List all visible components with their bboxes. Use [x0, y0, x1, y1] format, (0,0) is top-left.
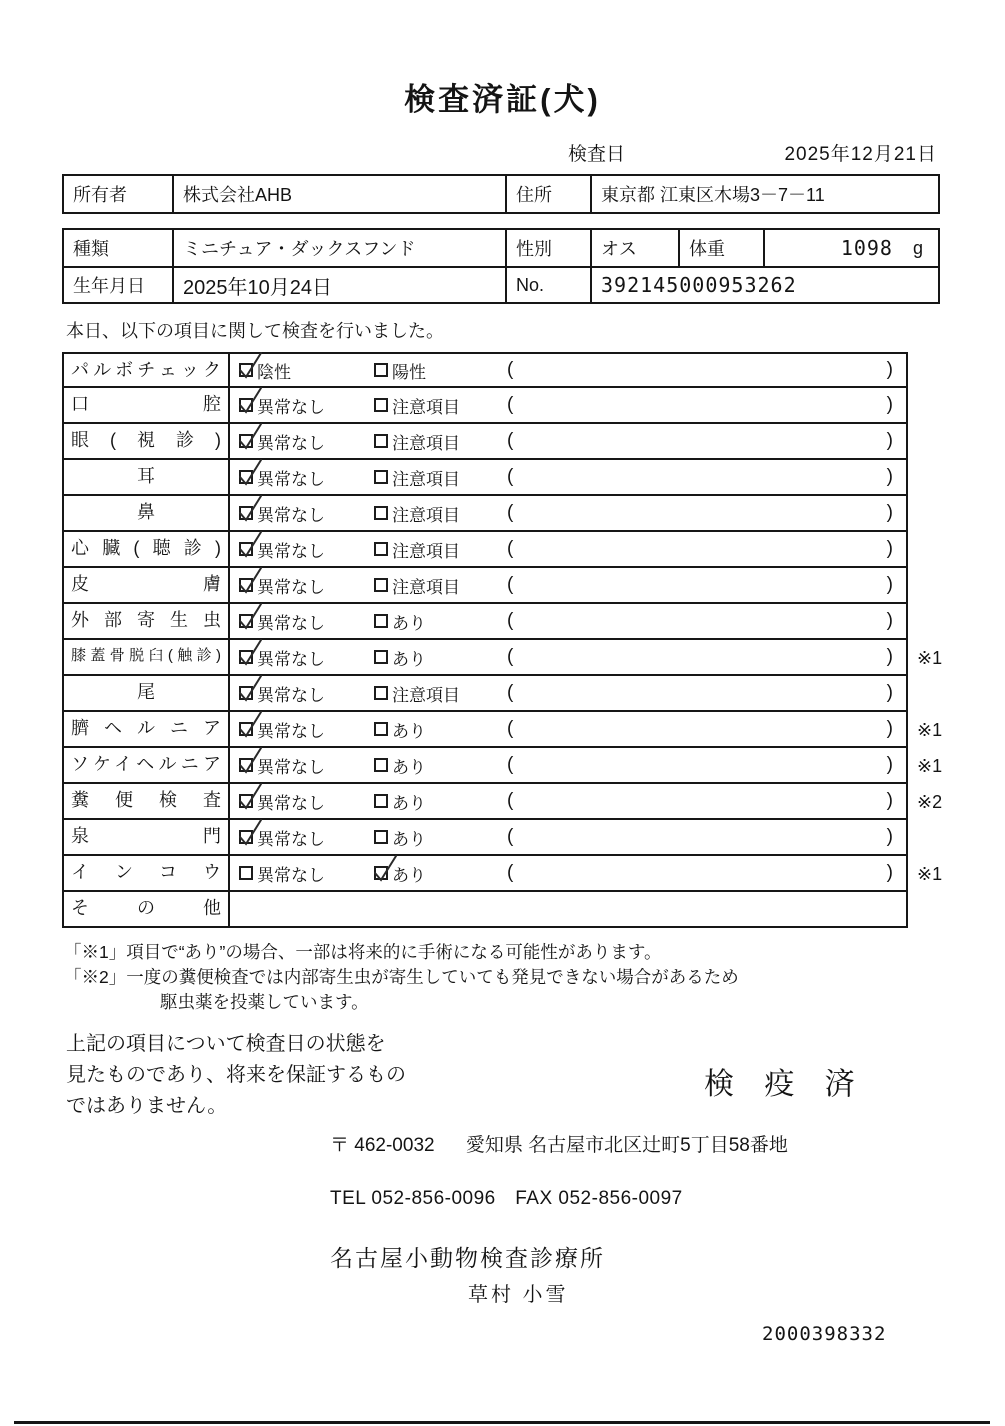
disclaimer-text: [66, 1029, 466, 1122]
inspection-item-label: 尾: [64, 676, 230, 710]
remarks-area: [507, 604, 906, 638]
inspection-item-label: その他: [64, 892, 230, 926]
option-2-label: あり: [392, 793, 426, 813]
paren-open: (: [507, 430, 514, 451]
inspection-date-line: [62, 139, 937, 166]
paren-close: ): [886, 862, 893, 883]
option-1-label: 異常なし: [257, 433, 325, 453]
option-2: [374, 429, 507, 454]
inspection-item-label: ソケイヘルニア: [64, 748, 230, 782]
checkbox-icon[interactable]: [239, 866, 253, 880]
option-2-label: あり: [392, 829, 426, 849]
option-2: [374, 358, 507, 383]
paren-close: ): [886, 826, 893, 847]
veterinarian-name: 草村 小雪: [468, 1284, 569, 1306]
option-1-label: 異常なし: [257, 613, 325, 633]
option-1: [239, 573, 374, 598]
option-2-label: あり: [392, 865, 426, 885]
option-2: [374, 753, 507, 778]
intro-text: 本日、以下の項目に関して検査を行いました。: [66, 321, 444, 341]
option-1-label: 異常なし: [257, 757, 325, 777]
row-note-marker: [908, 388, 968, 424]
checkbox-icon[interactable]: [374, 614, 388, 628]
option-2: [374, 609, 507, 634]
remarks-area: [507, 748, 906, 782]
document-title: 検査済証(犬): [404, 82, 601, 117]
option-2: [374, 861, 507, 886]
owner-value: 株式会社AHB: [172, 176, 505, 212]
checkbox-icon[interactable]: [374, 363, 388, 377]
option-2: [374, 501, 507, 526]
option-1-label: 異常なし: [257, 541, 325, 561]
remarks-area: [507, 424, 906, 458]
option-2-label: 注意項目: [392, 541, 460, 561]
remarks-area: [507, 820, 906, 854]
checkbox-icon[interactable]: [239, 614, 253, 628]
inspection-row: [62, 820, 1005, 856]
row-note-marker: [908, 532, 968, 568]
sex-value: オス: [590, 230, 678, 266]
option-2-label: 注意項目: [392, 577, 460, 597]
quarantine-stamp: 検 疫 済: [704, 1068, 866, 1101]
inspection-row: [62, 352, 1005, 388]
inspection-row: [62, 388, 1005, 424]
address-value: 東京都 江東区木場3－7－11: [590, 176, 938, 212]
inspection-table: [62, 352, 1005, 928]
paren-close: ): [886, 754, 893, 775]
option-2-label: 陽性: [392, 362, 426, 382]
checkbox-icon[interactable]: [239, 578, 253, 592]
checkbox-icon[interactable]: [239, 650, 253, 664]
row-note-marker: ※2: [917, 791, 943, 812]
breed-label: 種類: [73, 239, 109, 259]
footnote-2: 「※2」一度の糞便検査では内部寄生虫が寄生していても発見できない場合があるため: [64, 967, 739, 987]
checkbox-icon[interactable]: [374, 650, 388, 664]
option-2-label: あり: [392, 721, 426, 741]
paren-open: (: [507, 754, 514, 775]
checkbox-icon[interactable]: [374, 758, 388, 772]
checkbox-icon[interactable]: [374, 398, 388, 412]
weight-cell: [763, 230, 938, 266]
checkbox-icon[interactable]: [239, 363, 253, 377]
option-1-label: 異常なし: [257, 397, 325, 417]
row-note-marker: [908, 568, 968, 604]
remarks-area: [507, 676, 906, 710]
option-1: [239, 825, 374, 850]
inspection-row: [62, 604, 1005, 640]
option-1: [239, 358, 374, 383]
option-1-label: 異常なし: [257, 721, 325, 741]
option-2-label: あり: [392, 613, 426, 633]
checkbox-icon[interactable]: [374, 794, 388, 808]
remarks-area: [507, 388, 906, 422]
paren-open: (: [507, 538, 514, 559]
address-label: 住所: [505, 176, 590, 212]
checkbox-icon[interactable]: [374, 686, 388, 700]
option-1: [239, 861, 374, 886]
disclaimer-line-3: ではありません。: [66, 1095, 228, 1117]
option-2-label: 注意項目: [392, 505, 460, 525]
tel-fax: TEL 052-856-0096 FAX 052-856-0097: [330, 1188, 683, 1209]
inspection-row: [62, 784, 1005, 820]
option-2: [374, 645, 507, 670]
row-note-marker: ※1: [917, 863, 943, 884]
paren-close: ): [886, 466, 893, 487]
option-1: [239, 393, 374, 418]
paren-close: ): [886, 359, 893, 380]
inspection-item-label: 膝蓋骨脱臼(触診): [64, 640, 230, 674]
inspection-row: [62, 892, 1005, 928]
option-2: [374, 825, 507, 850]
paren-close: ): [886, 394, 893, 415]
option-2-label: 注意項目: [392, 469, 460, 489]
checkbox-icon[interactable]: [374, 722, 388, 736]
option-1-label: 陰性: [257, 362, 291, 382]
remarks-area: [507, 784, 906, 818]
remarks-area: [507, 712, 906, 746]
owner-label: 所有者: [73, 185, 127, 205]
option-2-label: 注意項目: [392, 433, 460, 453]
option-1: [239, 429, 374, 454]
option-1: [239, 681, 374, 706]
checkbox-icon[interactable]: [239, 758, 253, 772]
paren-close: ): [886, 538, 893, 559]
checkbox-icon[interactable]: [374, 470, 388, 484]
row-note-marker: [908, 460, 968, 496]
paren-close: ): [886, 790, 893, 811]
inspection-item-label: 心臓(聴診): [64, 532, 230, 566]
paren-close: ): [886, 646, 893, 667]
birthdate-value: 2025年10月24日: [172, 268, 505, 302]
paren-open: (: [507, 359, 514, 380]
serial-number: 2000398332: [762, 1323, 887, 1345]
weight-label: 体重: [678, 230, 763, 266]
sex-label: 性別: [505, 230, 590, 266]
remarks-area: [507, 532, 906, 566]
paren-close: ): [886, 502, 893, 523]
paren-open: (: [507, 610, 514, 631]
inspection-item-label: インコウ: [64, 856, 230, 890]
postal-code: 〒 462-0032: [330, 1135, 435, 1156]
inspection-item-label: 臍ヘルニア: [64, 712, 230, 746]
paren-close: ): [886, 574, 893, 595]
option-1: [239, 789, 374, 814]
inspection-row: [62, 676, 1005, 712]
inspection-row: [62, 496, 1005, 532]
checkbox-icon[interactable]: [239, 398, 253, 412]
paren-open: (: [507, 682, 514, 703]
option-1-label: 異常なし: [257, 577, 325, 597]
row-note-marker: [908, 676, 968, 712]
option-2: [374, 717, 507, 742]
owner-row: [64, 176, 938, 212]
owner-table: [62, 174, 940, 214]
inspection-date-label: 検査日: [568, 144, 626, 165]
breed-row: [64, 230, 938, 266]
option-1: [239, 609, 374, 634]
checkbox-icon[interactable]: [374, 866, 388, 880]
inspection-item-label: 眼(視診): [64, 424, 230, 458]
row-note-marker: ※1: [917, 719, 943, 740]
birthdate-row: [64, 266, 938, 302]
inspection-row: [62, 532, 1005, 568]
inspection-row: [62, 424, 1005, 460]
remarks-area: [507, 496, 906, 530]
inspection-item-label: 泉門: [64, 820, 230, 854]
birthdate-label: 生年月日: [73, 276, 145, 296]
checkbox-icon[interactable]: [374, 506, 388, 520]
option-1: [239, 537, 374, 562]
checkbox-icon[interactable]: [239, 470, 253, 484]
option-1: [239, 717, 374, 742]
inspection-item-label: 鼻: [64, 496, 230, 530]
inspection-item-label: 口腔: [64, 388, 230, 422]
clinic-name: 名古屋小動物検査診療所: [330, 1245, 605, 1271]
paren-open: (: [507, 502, 514, 523]
paren-open: (: [507, 466, 514, 487]
option-1-label: 異常なし: [257, 469, 325, 489]
footnotes: [64, 940, 1005, 1015]
inspection-row: [62, 640, 1005, 676]
row-note-marker: [908, 352, 968, 388]
option-1-label: 異常なし: [257, 505, 325, 525]
inspection-row: [62, 712, 1005, 748]
clinic-postal-line: [330, 1130, 1005, 1157]
checkbox-icon[interactable]: [239, 506, 253, 520]
checkbox-icon[interactable]: [239, 794, 253, 808]
paren-close: ): [886, 718, 893, 739]
paren-open: (: [507, 394, 514, 415]
paren-open: (: [507, 646, 514, 667]
inspection-item-label: 外部寄生虫: [64, 604, 230, 638]
option-2-label: 注意項目: [392, 397, 460, 417]
option-1: [239, 753, 374, 778]
row-note-marker: [908, 424, 968, 460]
scan-artifact-line: [14, 1421, 990, 1424]
paren-close: ): [886, 430, 893, 451]
inspection-row: [62, 856, 1005, 892]
clinic-address: 愛知県 名古屋市北区辻町5丁目58番地: [465, 1135, 788, 1156]
paren-open: (: [507, 574, 514, 595]
paren-close: ): [886, 682, 893, 703]
inspection-item-label: 糞便検査: [64, 784, 230, 818]
remarks-area: [507, 460, 906, 494]
option-1-label: 異常なし: [257, 829, 325, 849]
option-1: [239, 645, 374, 670]
pet-table: [62, 228, 940, 304]
option-1-label: 異常なし: [257, 685, 325, 705]
inspection-row: [62, 568, 1005, 604]
breed-value: ミニチュア・ダックスフンド: [172, 230, 505, 266]
checkbox-icon[interactable]: [374, 434, 388, 448]
inspection-row: [62, 748, 1005, 784]
row-note-marker: ※1: [917, 647, 943, 668]
checkbox-icon[interactable]: [239, 542, 253, 556]
paren-open: (: [507, 718, 514, 739]
paren-open: (: [507, 862, 514, 883]
row-note-marker: [908, 892, 968, 928]
remarks-area: [507, 568, 906, 602]
inspection-row: [62, 460, 1005, 496]
option-1: [239, 501, 374, 526]
row-note-marker: [908, 820, 968, 856]
row-note-marker: [908, 496, 968, 532]
option-2-label: あり: [392, 649, 426, 669]
inspection-item-label: 耳: [64, 460, 230, 494]
no-value: 392145000953262: [590, 268, 938, 302]
option-2: [374, 573, 507, 598]
checkbox-icon[interactable]: [239, 686, 253, 700]
option-1-label: 異常なし: [257, 649, 325, 669]
weight-value: 1098: [840, 236, 893, 260]
checkbox-icon[interactable]: [374, 830, 388, 844]
paren-close: ): [886, 610, 893, 631]
weight-unit: g: [912, 237, 923, 258]
inspection-date-value: 2025年12月21日: [784, 144, 937, 165]
footnote-3: 駆虫薬を投薬しています。: [160, 992, 369, 1012]
paren-open: (: [507, 790, 514, 811]
no-label: No.: [505, 268, 590, 302]
checkbox-icon[interactable]: [374, 542, 388, 556]
bottom-row: [66, 1029, 1005, 1122]
remarks-area: [507, 354, 906, 386]
option-2: [374, 465, 507, 490]
remarks-area: [507, 856, 906, 890]
option-2: [374, 393, 507, 418]
option-1-label: 異常なし: [257, 865, 325, 885]
disclaimer-line-2: 見たものであり、将来を保証するもの: [66, 1064, 406, 1086]
option-1: [239, 465, 374, 490]
option-2-label: あり: [392, 757, 426, 777]
option-2: [374, 537, 507, 562]
checkbox-icon[interactable]: [239, 722, 253, 736]
disclaimer-line-1: 上記の項目について検査日の状態を: [66, 1033, 386, 1055]
row-note-marker: ※1: [917, 755, 943, 776]
inspection-item-label: 皮膚: [64, 568, 230, 602]
row-note-marker: [908, 604, 968, 640]
option-2: [374, 681, 507, 706]
checkbox-icon[interactable]: [239, 830, 253, 844]
option-1-label: 異常なし: [257, 793, 325, 813]
inspection-table-rows: [62, 352, 1005, 928]
option-2-label: 注意項目: [392, 685, 460, 705]
checkbox-icon[interactable]: [239, 434, 253, 448]
checkbox-icon[interactable]: [374, 578, 388, 592]
option-2: [374, 789, 507, 814]
remarks-area: [507, 640, 906, 674]
inspection-item-label: パルボチェック: [64, 354, 230, 386]
footnote-1: 「※1」項目で“あり”の場合、一部は将来的に手術になる可能性があります。: [64, 942, 662, 962]
paren-open: (: [507, 826, 514, 847]
